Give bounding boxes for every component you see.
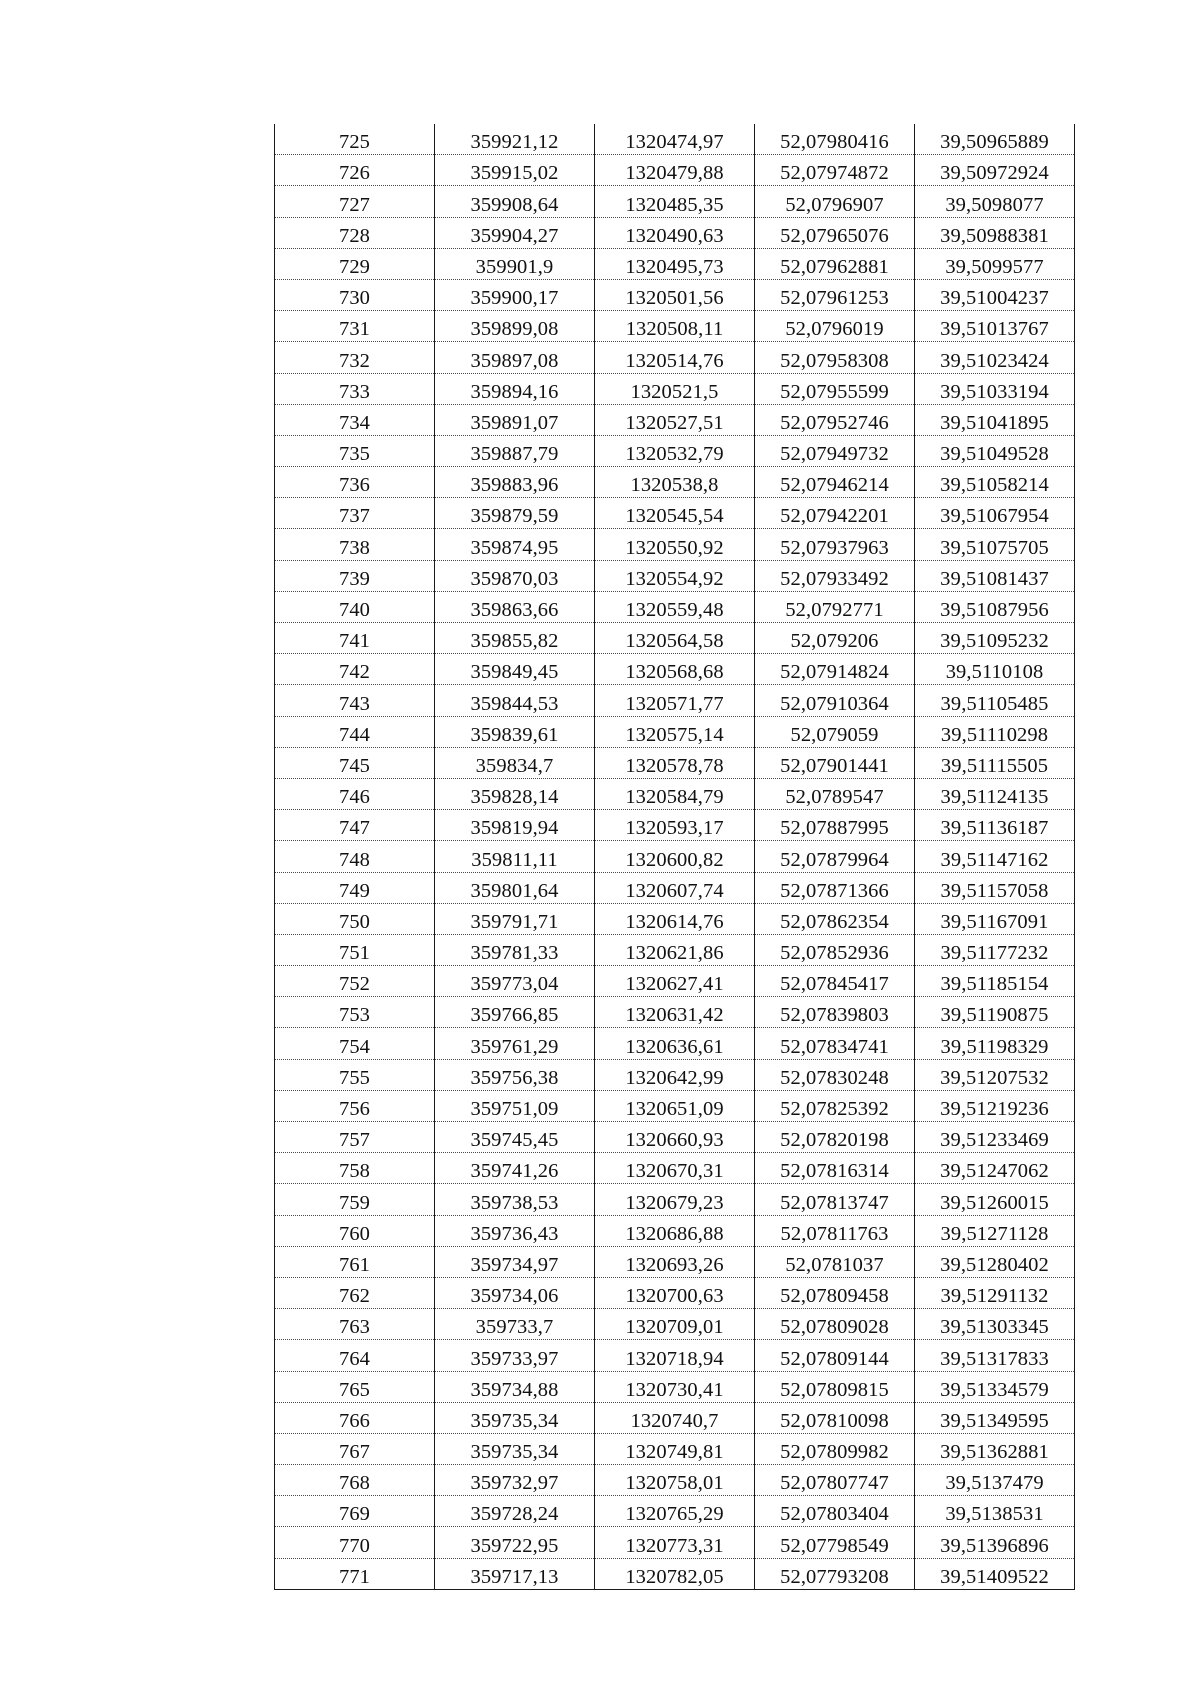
latitude-cell: 52,07942201	[755, 498, 915, 529]
x-coordinate-cell: 359915,02	[435, 155, 595, 186]
point-number-cell: 764	[275, 1340, 435, 1371]
x-coordinate-cell: 359891,07	[435, 404, 595, 435]
longitude-cell: 39,51049528	[915, 435, 1075, 466]
x-coordinate-cell: 359734,97	[435, 1246, 595, 1277]
table-row	[275, 966, 1075, 997]
longitude-cell: 39,5137479	[915, 1465, 1075, 1496]
longitude-cell: 39,51291132	[915, 1277, 1075, 1308]
longitude-cell: 39,5138531	[915, 1496, 1075, 1527]
point-number-cell: 771	[275, 1558, 435, 1589]
x-coordinate-cell: 359863,66	[435, 591, 595, 622]
y-coordinate-cell: 1320527,51	[595, 404, 755, 435]
longitude-cell: 39,51023424	[915, 342, 1075, 373]
latitude-cell: 52,07965076	[755, 217, 915, 248]
table-row	[275, 903, 1075, 934]
latitude-cell: 52,07962881	[755, 248, 915, 279]
y-coordinate-cell: 1320550,92	[595, 529, 755, 560]
longitude-cell: 39,51362881	[915, 1433, 1075, 1464]
longitude-cell: 39,51147162	[915, 841, 1075, 872]
x-coordinate-cell: 359921,12	[435, 124, 595, 155]
point-number-cell: 751	[275, 934, 435, 965]
point-number-cell: 749	[275, 872, 435, 903]
y-coordinate-cell: 1320559,48	[595, 591, 755, 622]
table-row	[275, 778, 1075, 809]
latitude-cell: 52,07809144	[755, 1340, 915, 1371]
longitude-cell: 39,51167091	[915, 903, 1075, 934]
point-number-cell: 728	[275, 217, 435, 248]
point-number-cell: 726	[275, 155, 435, 186]
y-coordinate-cell: 1320782,05	[595, 1558, 755, 1589]
x-coordinate-cell: 359887,79	[435, 435, 595, 466]
y-coordinate-cell: 1320749,81	[595, 1433, 755, 1464]
point-number-cell: 767	[275, 1433, 435, 1464]
longitude-cell: 39,50988381	[915, 217, 1075, 248]
table-row	[275, 872, 1075, 903]
point-number-cell: 725	[275, 124, 435, 155]
longitude-cell: 39,51013767	[915, 311, 1075, 342]
table-row	[275, 311, 1075, 342]
y-coordinate-cell: 1320554,92	[595, 560, 755, 591]
longitude-cell: 39,51247062	[915, 1153, 1075, 1184]
point-number-cell: 727	[275, 186, 435, 217]
latitude-cell: 52,07974872	[755, 155, 915, 186]
x-coordinate-cell: 359908,64	[435, 186, 595, 217]
longitude-cell: 39,51317833	[915, 1340, 1075, 1371]
table-row	[275, 591, 1075, 622]
latitude-cell: 52,07980416	[755, 124, 915, 155]
point-number-cell: 748	[275, 841, 435, 872]
longitude-cell: 39,50965889	[915, 124, 1075, 155]
longitude-cell: 39,51115505	[915, 747, 1075, 778]
y-coordinate-cell: 1320479,88	[595, 155, 755, 186]
x-coordinate-cell: 359870,03	[435, 560, 595, 591]
y-coordinate-cell: 1320495,73	[595, 248, 755, 279]
point-number-cell: 757	[275, 1122, 435, 1153]
coordinates-table-body	[275, 124, 1075, 1589]
point-number-cell: 729	[275, 248, 435, 279]
point-number-cell: 754	[275, 1028, 435, 1059]
y-coordinate-cell: 1320545,54	[595, 498, 755, 529]
longitude-cell: 39,51157058	[915, 872, 1075, 903]
y-coordinate-cell: 1320631,42	[595, 997, 755, 1028]
table-row	[275, 373, 1075, 404]
x-coordinate-cell: 359735,34	[435, 1402, 595, 1433]
y-coordinate-cell: 1320508,11	[595, 311, 755, 342]
y-coordinate-cell: 1320474,97	[595, 124, 755, 155]
y-coordinate-cell: 1320660,93	[595, 1122, 755, 1153]
y-coordinate-cell: 1320758,01	[595, 1465, 755, 1496]
x-coordinate-cell: 359733,7	[435, 1309, 595, 1340]
x-coordinate-cell: 359819,94	[435, 810, 595, 841]
point-number-cell: 746	[275, 778, 435, 809]
longitude-cell: 39,51067954	[915, 498, 1075, 529]
latitude-cell: 52,07862354	[755, 903, 915, 934]
latitude-cell: 52,07810098	[755, 1402, 915, 1433]
table-row	[275, 279, 1075, 310]
point-number-cell: 741	[275, 623, 435, 654]
point-number-cell: 733	[275, 373, 435, 404]
y-coordinate-cell: 1320740,7	[595, 1402, 755, 1433]
x-coordinate-cell: 359879,59	[435, 498, 595, 529]
table-row	[275, 1215, 1075, 1246]
y-coordinate-cell: 1320571,77	[595, 685, 755, 716]
longitude-cell: 39,51095232	[915, 623, 1075, 654]
y-coordinate-cell: 1320700,63	[595, 1277, 755, 1308]
point-number-cell: 737	[275, 498, 435, 529]
table-row	[275, 186, 1075, 217]
table-row	[275, 124, 1075, 155]
latitude-cell: 52,07933492	[755, 560, 915, 591]
latitude-cell: 52,07839803	[755, 997, 915, 1028]
x-coordinate-cell: 359828,14	[435, 778, 595, 809]
point-number-cell: 769	[275, 1496, 435, 1527]
latitude-cell: 52,07793208	[755, 1558, 915, 1589]
longitude-cell: 39,51303345	[915, 1309, 1075, 1340]
longitude-cell: 39,51041895	[915, 404, 1075, 435]
y-coordinate-cell: 1320718,94	[595, 1340, 755, 1371]
x-coordinate-cell: 359811,11	[435, 841, 595, 872]
latitude-cell: 52,07807747	[755, 1465, 915, 1496]
longitude-cell: 39,51271128	[915, 1215, 1075, 1246]
y-coordinate-cell: 1320568,68	[595, 654, 755, 685]
y-coordinate-cell: 1320501,56	[595, 279, 755, 310]
table-row	[275, 498, 1075, 529]
point-number-cell: 740	[275, 591, 435, 622]
latitude-cell: 52,07820198	[755, 1122, 915, 1153]
x-coordinate-cell: 359717,13	[435, 1558, 595, 1589]
table-row	[275, 685, 1075, 716]
point-number-cell: 768	[275, 1465, 435, 1496]
y-coordinate-cell: 1320521,5	[595, 373, 755, 404]
x-coordinate-cell: 359883,96	[435, 467, 595, 498]
longitude-cell: 39,50972924	[915, 155, 1075, 186]
y-coordinate-cell: 1320485,35	[595, 186, 755, 217]
y-coordinate-cell: 1320765,29	[595, 1496, 755, 1527]
table-row	[275, 1309, 1075, 1340]
longitude-cell: 39,5110108	[915, 654, 1075, 685]
x-coordinate-cell: 359766,85	[435, 997, 595, 1028]
x-coordinate-cell: 359761,29	[435, 1028, 595, 1059]
x-coordinate-cell: 359839,61	[435, 716, 595, 747]
point-number-cell: 745	[275, 747, 435, 778]
longitude-cell: 39,51110298	[915, 716, 1075, 747]
latitude-cell: 52,07887995	[755, 810, 915, 841]
longitude-cell: 39,51260015	[915, 1184, 1075, 1215]
latitude-cell: 52,07811763	[755, 1215, 915, 1246]
latitude-cell: 52,07825392	[755, 1090, 915, 1121]
point-number-cell: 743	[275, 685, 435, 716]
point-number-cell: 744	[275, 716, 435, 747]
point-number-cell: 732	[275, 342, 435, 373]
longitude-cell: 39,5098077	[915, 186, 1075, 217]
point-number-cell: 738	[275, 529, 435, 560]
latitude-cell: 52,07809028	[755, 1309, 915, 1340]
table-row	[275, 435, 1075, 466]
point-number-cell: 770	[275, 1527, 435, 1558]
table-row	[275, 404, 1075, 435]
latitude-cell: 52,0796907	[755, 186, 915, 217]
table-row	[275, 810, 1075, 841]
x-coordinate-cell: 359901,9	[435, 248, 595, 279]
longitude-cell: 39,51136187	[915, 810, 1075, 841]
point-number-cell: 730	[275, 279, 435, 310]
x-coordinate-cell: 359738,53	[435, 1184, 595, 1215]
latitude-cell: 52,07961253	[755, 279, 915, 310]
point-number-cell: 736	[275, 467, 435, 498]
longitude-cell: 39,5099577	[915, 248, 1075, 279]
longitude-cell: 39,51349595	[915, 1402, 1075, 1433]
longitude-cell: 39,51087956	[915, 591, 1075, 622]
latitude-cell: 52,07901441	[755, 747, 915, 778]
y-coordinate-cell: 1320593,17	[595, 810, 755, 841]
y-coordinate-cell: 1320621,86	[595, 934, 755, 965]
x-coordinate-cell: 359874,95	[435, 529, 595, 560]
table-row	[275, 1496, 1075, 1527]
x-coordinate-cell: 359849,45	[435, 654, 595, 685]
latitude-cell: 52,07879964	[755, 841, 915, 872]
latitude-cell: 52,079206	[755, 623, 915, 654]
latitude-cell: 52,0789547	[755, 778, 915, 809]
point-number-cell: 734	[275, 404, 435, 435]
y-coordinate-cell: 1320642,99	[595, 1059, 755, 1090]
longitude-cell: 39,51233469	[915, 1122, 1075, 1153]
table-row	[275, 1184, 1075, 1215]
x-coordinate-cell: 359801,64	[435, 872, 595, 903]
table-row	[275, 934, 1075, 965]
latitude-cell: 52,07914824	[755, 654, 915, 685]
longitude-cell: 39,51280402	[915, 1246, 1075, 1277]
coordinates-table	[274, 124, 1075, 1590]
x-coordinate-cell: 359732,97	[435, 1465, 595, 1496]
y-coordinate-cell: 1320730,41	[595, 1371, 755, 1402]
table-row	[275, 1090, 1075, 1121]
point-number-cell: 742	[275, 654, 435, 685]
table-row	[275, 654, 1075, 685]
longitude-cell: 39,51198329	[915, 1028, 1075, 1059]
latitude-cell: 52,07937963	[755, 529, 915, 560]
point-number-cell: 763	[275, 1309, 435, 1340]
x-coordinate-cell: 359736,43	[435, 1215, 595, 1246]
table-row	[275, 217, 1075, 248]
table-row	[275, 1402, 1075, 1433]
x-coordinate-cell: 359899,08	[435, 311, 595, 342]
table-row	[275, 1122, 1075, 1153]
longitude-cell: 39,51190875	[915, 997, 1075, 1028]
y-coordinate-cell: 1320575,14	[595, 716, 755, 747]
point-number-cell: 760	[275, 1215, 435, 1246]
latitude-cell: 52,07834741	[755, 1028, 915, 1059]
table-row	[275, 997, 1075, 1028]
point-number-cell: 759	[275, 1184, 435, 1215]
x-coordinate-cell: 359733,97	[435, 1340, 595, 1371]
y-coordinate-cell: 1320578,78	[595, 747, 755, 778]
latitude-cell: 52,07852936	[755, 934, 915, 965]
x-coordinate-cell: 359751,09	[435, 1090, 595, 1121]
point-number-cell: 750	[275, 903, 435, 934]
table-row	[275, 1028, 1075, 1059]
latitude-cell: 52,07816314	[755, 1153, 915, 1184]
x-coordinate-cell: 359735,34	[435, 1433, 595, 1464]
table-row	[275, 841, 1075, 872]
longitude-cell: 39,51058214	[915, 467, 1075, 498]
latitude-cell: 52,07809458	[755, 1277, 915, 1308]
y-coordinate-cell: 1320538,8	[595, 467, 755, 498]
longitude-cell: 39,51409522	[915, 1558, 1075, 1589]
latitude-cell: 52,07871366	[755, 872, 915, 903]
y-coordinate-cell: 1320614,76	[595, 903, 755, 934]
point-number-cell: 731	[275, 311, 435, 342]
longitude-cell: 39,51075705	[915, 529, 1075, 560]
point-number-cell: 755	[275, 1059, 435, 1090]
y-coordinate-cell: 1320651,09	[595, 1090, 755, 1121]
table-row	[275, 1059, 1075, 1090]
latitude-cell: 52,07809815	[755, 1371, 915, 1402]
latitude-cell: 52,0792771	[755, 591, 915, 622]
latitude-cell: 52,07830248	[755, 1059, 915, 1090]
longitude-cell: 39,51185154	[915, 966, 1075, 997]
table-row	[275, 155, 1075, 186]
y-coordinate-cell: 1320686,88	[595, 1215, 755, 1246]
latitude-cell: 52,07949732	[755, 435, 915, 466]
y-coordinate-cell: 1320773,31	[595, 1527, 755, 1558]
table-row	[275, 1433, 1075, 1464]
table-row	[275, 529, 1075, 560]
y-coordinate-cell: 1320600,82	[595, 841, 755, 872]
table-row	[275, 716, 1075, 747]
x-coordinate-cell: 359894,16	[435, 373, 595, 404]
x-coordinate-cell: 359728,24	[435, 1496, 595, 1527]
table-row	[275, 623, 1075, 654]
point-number-cell: 753	[275, 997, 435, 1028]
longitude-cell: 39,51396896	[915, 1527, 1075, 1558]
x-coordinate-cell: 359745,45	[435, 1122, 595, 1153]
point-number-cell: 762	[275, 1277, 435, 1308]
longitude-cell: 39,51177232	[915, 934, 1075, 965]
x-coordinate-cell: 359734,88	[435, 1371, 595, 1402]
y-coordinate-cell: 1320584,79	[595, 778, 755, 809]
y-coordinate-cell: 1320709,01	[595, 1309, 755, 1340]
table-row	[275, 560, 1075, 591]
latitude-cell: 52,07952746	[755, 404, 915, 435]
y-coordinate-cell: 1320564,58	[595, 623, 755, 654]
x-coordinate-cell: 359904,27	[435, 217, 595, 248]
y-coordinate-cell: 1320693,26	[595, 1246, 755, 1277]
table-row	[275, 1277, 1075, 1308]
longitude-cell: 39,51124135	[915, 778, 1075, 809]
longitude-cell: 39,51081437	[915, 560, 1075, 591]
y-coordinate-cell: 1320532,79	[595, 435, 755, 466]
table-row	[275, 1246, 1075, 1277]
table-row	[275, 1340, 1075, 1371]
table-row	[275, 1527, 1075, 1558]
latitude-cell: 52,07845417	[755, 966, 915, 997]
point-number-cell: 758	[275, 1153, 435, 1184]
latitude-cell: 52,07958308	[755, 342, 915, 373]
point-number-cell: 765	[275, 1371, 435, 1402]
longitude-cell: 39,51207532	[915, 1059, 1075, 1090]
latitude-cell: 52,07813747	[755, 1184, 915, 1215]
x-coordinate-cell: 359773,04	[435, 966, 595, 997]
point-number-cell: 752	[275, 966, 435, 997]
x-coordinate-cell: 359722,95	[435, 1527, 595, 1558]
x-coordinate-cell: 359734,06	[435, 1277, 595, 1308]
x-coordinate-cell: 359741,26	[435, 1153, 595, 1184]
table-row	[275, 467, 1075, 498]
table-row	[275, 248, 1075, 279]
longitude-cell: 39,51219236	[915, 1090, 1075, 1121]
point-number-cell: 756	[275, 1090, 435, 1121]
x-coordinate-cell: 359900,17	[435, 279, 595, 310]
y-coordinate-cell: 1320679,23	[595, 1184, 755, 1215]
latitude-cell: 52,07809982	[755, 1433, 915, 1464]
latitude-cell: 52,07798549	[755, 1527, 915, 1558]
x-coordinate-cell: 359855,82	[435, 623, 595, 654]
latitude-cell: 52,0781037	[755, 1246, 915, 1277]
y-coordinate-cell: 1320627,41	[595, 966, 755, 997]
table-row	[275, 747, 1075, 778]
latitude-cell: 52,07946214	[755, 467, 915, 498]
y-coordinate-cell: 1320607,74	[595, 872, 755, 903]
x-coordinate-cell: 359844,53	[435, 685, 595, 716]
y-coordinate-cell: 1320636,61	[595, 1028, 755, 1059]
x-coordinate-cell: 359791,71	[435, 903, 595, 934]
y-coordinate-cell: 1320514,76	[595, 342, 755, 373]
longitude-cell: 39,51033194	[915, 373, 1075, 404]
latitude-cell: 52,07803404	[755, 1496, 915, 1527]
table-row	[275, 1371, 1075, 1402]
longitude-cell: 39,51004237	[915, 279, 1075, 310]
y-coordinate-cell: 1320670,31	[595, 1153, 755, 1184]
x-coordinate-cell: 359897,08	[435, 342, 595, 373]
latitude-cell: 52,079059	[755, 716, 915, 747]
latitude-cell: 52,0796019	[755, 311, 915, 342]
x-coordinate-cell: 359834,7	[435, 747, 595, 778]
table-row	[275, 1558, 1075, 1589]
point-number-cell: 761	[275, 1246, 435, 1277]
table-row	[275, 1153, 1075, 1184]
longitude-cell: 39,51105485	[915, 685, 1075, 716]
point-number-cell: 739	[275, 560, 435, 591]
latitude-cell: 52,07910364	[755, 685, 915, 716]
table-row	[275, 1465, 1075, 1496]
y-coordinate-cell: 1320490,63	[595, 217, 755, 248]
point-number-cell: 766	[275, 1402, 435, 1433]
point-number-cell: 747	[275, 810, 435, 841]
table-row	[275, 342, 1075, 373]
longitude-cell: 39,51334579	[915, 1371, 1075, 1402]
point-number-cell: 735	[275, 435, 435, 466]
latitude-cell: 52,07955599	[755, 373, 915, 404]
x-coordinate-cell: 359756,38	[435, 1059, 595, 1090]
x-coordinate-cell: 359781,33	[435, 934, 595, 965]
